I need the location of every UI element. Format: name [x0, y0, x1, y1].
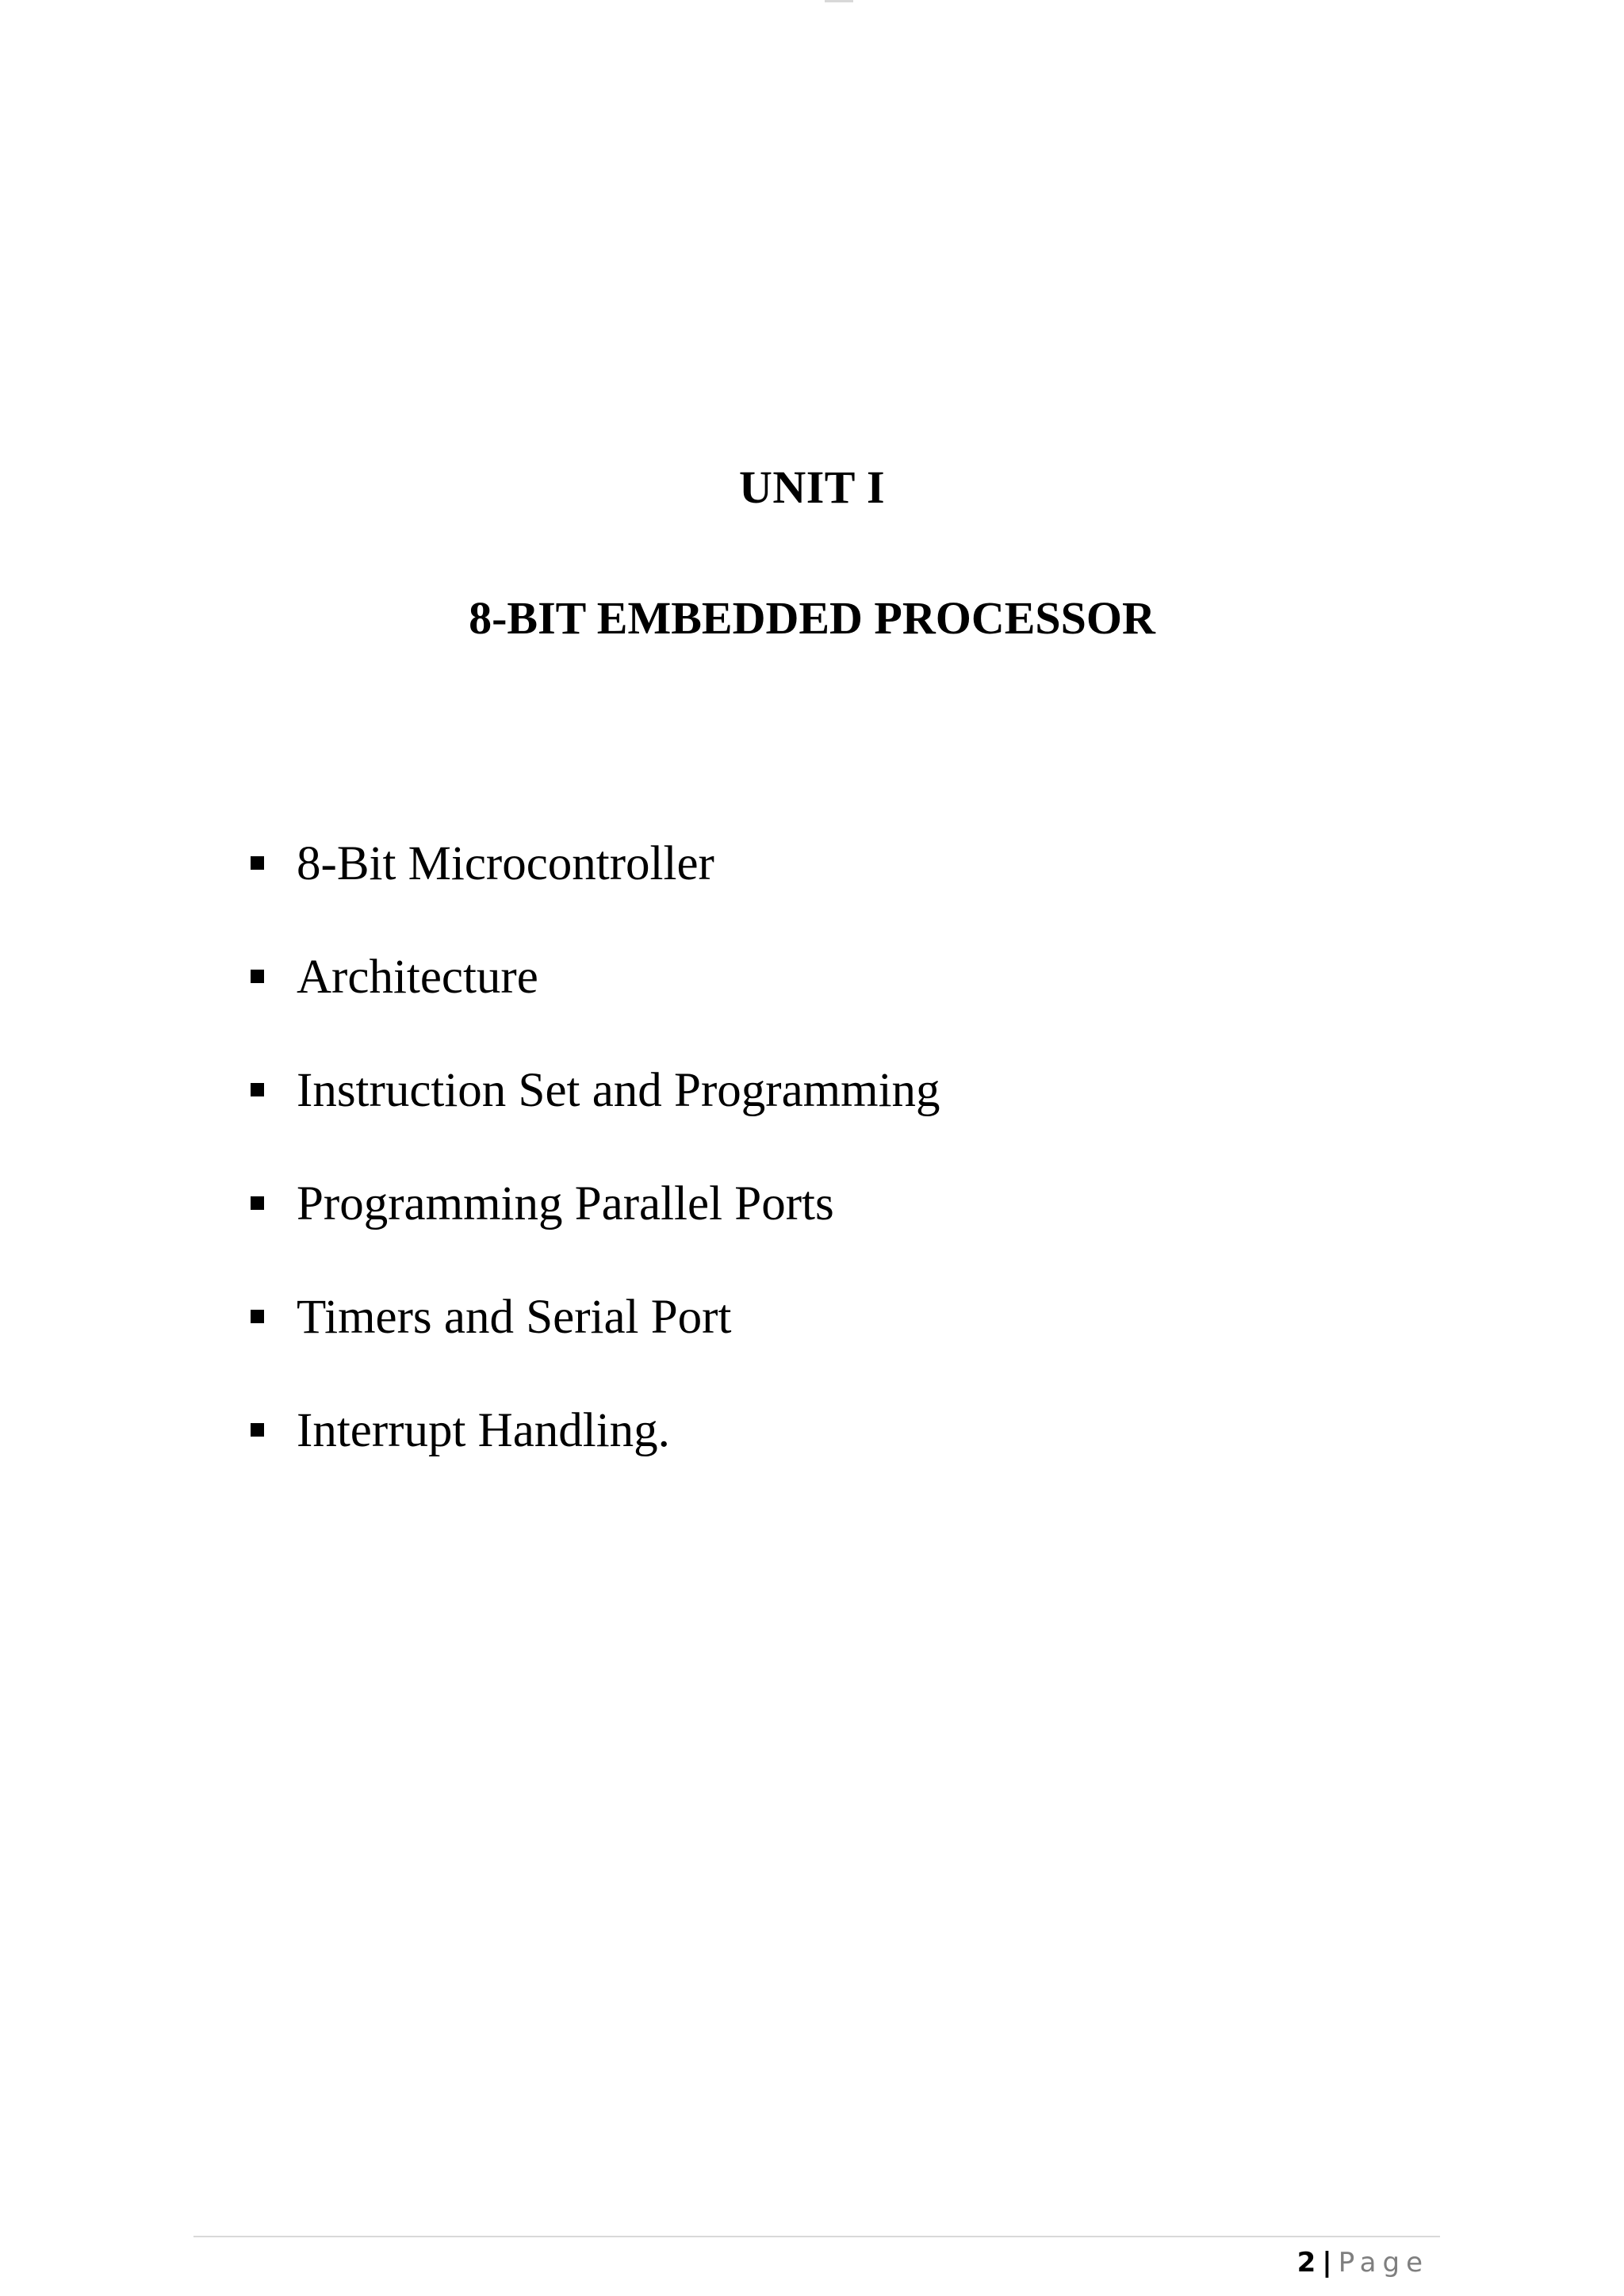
- header-mark: [825, 0, 853, 2]
- topic-label: Timers and Serial Port: [297, 1291, 732, 1344]
- topic-list: [251, 832, 940, 1513]
- topic-label: Interrupt Handling.: [297, 1404, 670, 1457]
- square-bullet-icon: [251, 1310, 264, 1323]
- square-bullet-icon: [251, 1423, 264, 1437]
- square-bullet-icon: [251, 1196, 264, 1210]
- page-label: Page: [1338, 2247, 1429, 2279]
- list-item: [251, 832, 940, 946]
- topic-label: Programming Parallel Ports: [297, 1177, 834, 1230]
- topic-label: 8-Bit Microcontroller: [297, 837, 714, 890]
- list-item: [251, 1173, 940, 1286]
- square-bullet-icon: [251, 970, 264, 983]
- topic-label: Instruction Set and Programming: [297, 1064, 940, 1117]
- page-footer: [1297, 2245, 1429, 2280]
- topic-label: Architecture: [297, 951, 538, 1004]
- list-item: [251, 946, 940, 1059]
- list-item: [251, 1399, 940, 1513]
- page-number: 2: [1297, 2247, 1316, 2279]
- unit-subtitle: 8-BIT EMBEDDED PROCESSOR: [469, 592, 1155, 644]
- footer-divider: [193, 2236, 1440, 2237]
- footer-separator: |: [1322, 2247, 1332, 2279]
- unit-title: UNIT I: [738, 461, 886, 513]
- list-item: [251, 1286, 940, 1399]
- list-item: [251, 1059, 940, 1173]
- square-bullet-icon: [251, 1083, 264, 1096]
- square-bullet-icon: [251, 856, 264, 870]
